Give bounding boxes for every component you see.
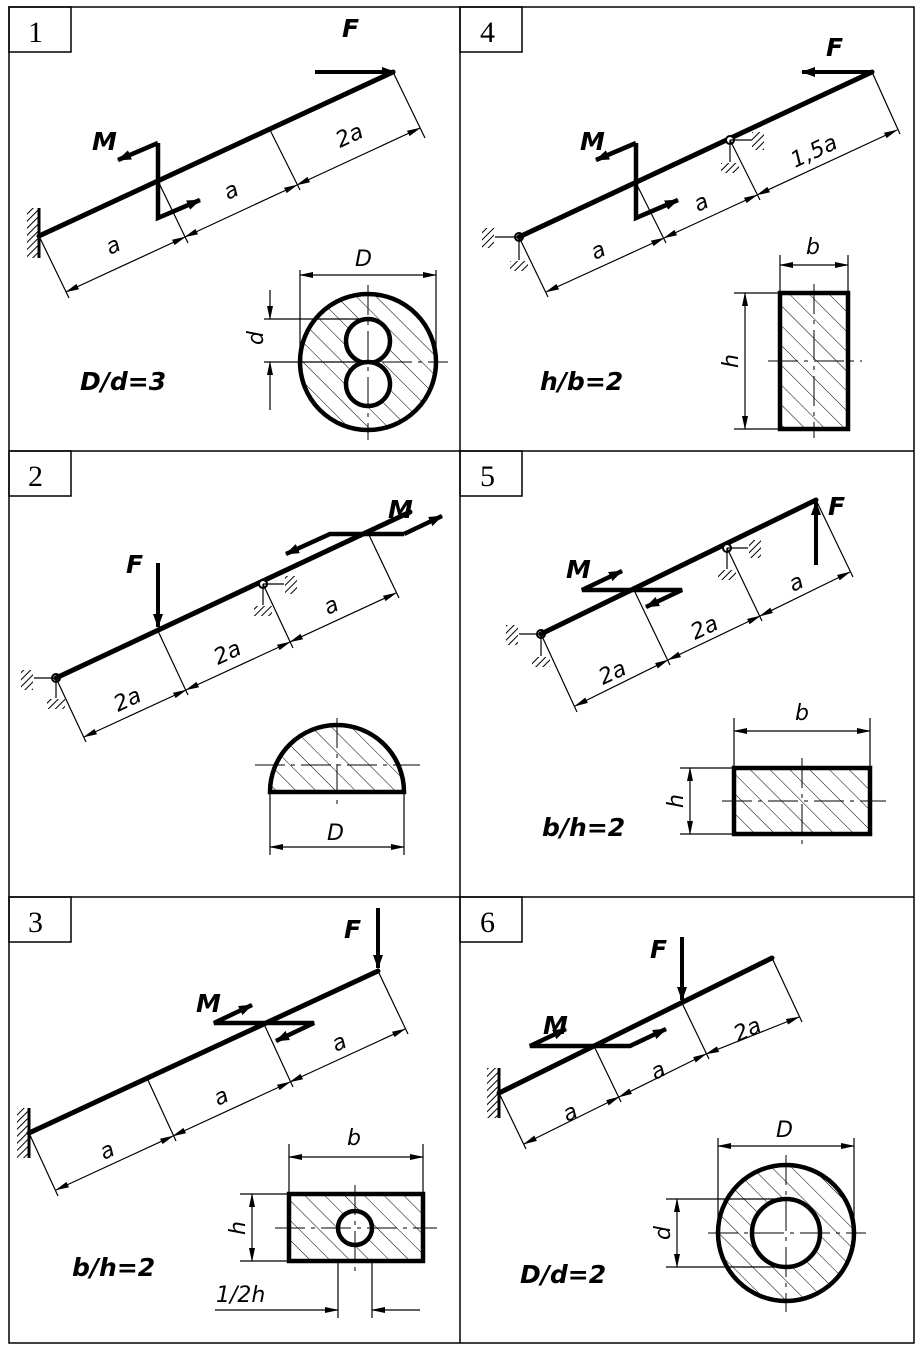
svg-text:a: a — [95, 1137, 119, 1166]
svg-text:F: F — [344, 915, 362, 944]
dimension-lines — [541, 500, 853, 712]
fixed-wall — [27, 208, 39, 258]
svg-text:D/d=2: D/d=2 — [520, 1260, 607, 1289]
svg-text:F: F — [650, 935, 668, 964]
svg-text:h/b=2: h/b=2 — [540, 367, 624, 396]
svg-text:d: d — [651, 1226, 676, 1240]
svg-text:b: b — [347, 1126, 361, 1151]
svg-text:M: M — [196, 989, 221, 1018]
svg-text:a: a — [101, 232, 125, 261]
svg-text:b: b — [795, 701, 809, 726]
svg-text:1,5a: 1,5a — [786, 130, 842, 174]
cross-section — [244, 247, 448, 440]
svg-text:h: h — [719, 354, 744, 368]
dimension-lines — [56, 535, 399, 742]
dimension-lines — [519, 72, 900, 297]
svg-text:a: a — [784, 569, 808, 598]
moment-label: M — [92, 127, 117, 156]
cross-section — [255, 718, 420, 855]
cross-section — [719, 235, 862, 438]
ratio-label: D/d=3 — [80, 367, 167, 396]
svg-text:F: F — [826, 33, 844, 62]
svg-text:a: a — [219, 177, 243, 206]
svg-text:2: 2 — [28, 460, 43, 493]
svg-text:2a: 2a — [209, 636, 246, 671]
svg-text:4: 4 — [480, 16, 495, 49]
svg-text:2a: 2a — [729, 1013, 766, 1048]
cross-section — [215, 1126, 437, 1318]
svg-text:a: a — [327, 1029, 351, 1058]
svg-text:a: a — [646, 1057, 670, 1086]
svg-text:b/h=2: b/h=2 — [72, 1253, 156, 1282]
svg-text:M: M — [543, 1011, 568, 1040]
panel-number: 1 — [28, 16, 43, 49]
panel-6 — [460, 897, 866, 1312]
panel-5 — [460, 451, 886, 845]
svg-text:F: F — [828, 492, 846, 521]
svg-text:d: d — [244, 331, 269, 345]
svg-text:D: D — [776, 1118, 793, 1143]
panel-4 — [460, 7, 900, 438]
dimension-lines — [499, 958, 802, 1149]
svg-text:b: b — [806, 235, 820, 260]
svg-text:a: a — [586, 237, 610, 266]
svg-text:h: h — [226, 1221, 251, 1235]
svg-text:h: h — [664, 794, 689, 808]
panel-2 — [9, 451, 442, 855]
svg-text:2a: 2a — [686, 611, 723, 646]
svg-text:a: a — [558, 1099, 582, 1128]
svg-text:3: 3 — [28, 906, 43, 939]
svg-text:b/h=2: b/h=2 — [542, 813, 626, 842]
cross-section — [664, 701, 886, 845]
force-label: F — [342, 14, 360, 43]
svg-text:5: 5 — [480, 460, 495, 493]
svg-text:M: M — [388, 495, 413, 524]
cross-section — [651, 1118, 866, 1312]
svg-text:M: M — [566, 555, 591, 584]
svg-text:2a: 2a — [594, 656, 631, 691]
svg-text:a: a — [209, 1083, 233, 1112]
roller-support — [721, 132, 764, 173]
svg-text:6: 6 — [480, 906, 495, 939]
svg-text:D: D — [355, 247, 372, 272]
svg-text:a: a — [689, 189, 713, 218]
svg-text:D: D — [327, 821, 344, 846]
panel-1 — [9, 7, 448, 440]
svg-text:2a: 2a — [109, 683, 146, 718]
svg-text:2a: 2a — [331, 119, 368, 154]
svg-text:1/2h: 1/2h — [216, 1283, 266, 1308]
svg-text:M: M — [580, 127, 605, 156]
svg-text:F: F — [126, 550, 144, 579]
panel-3 — [9, 897, 437, 1318]
svg-text:a: a — [319, 592, 343, 621]
